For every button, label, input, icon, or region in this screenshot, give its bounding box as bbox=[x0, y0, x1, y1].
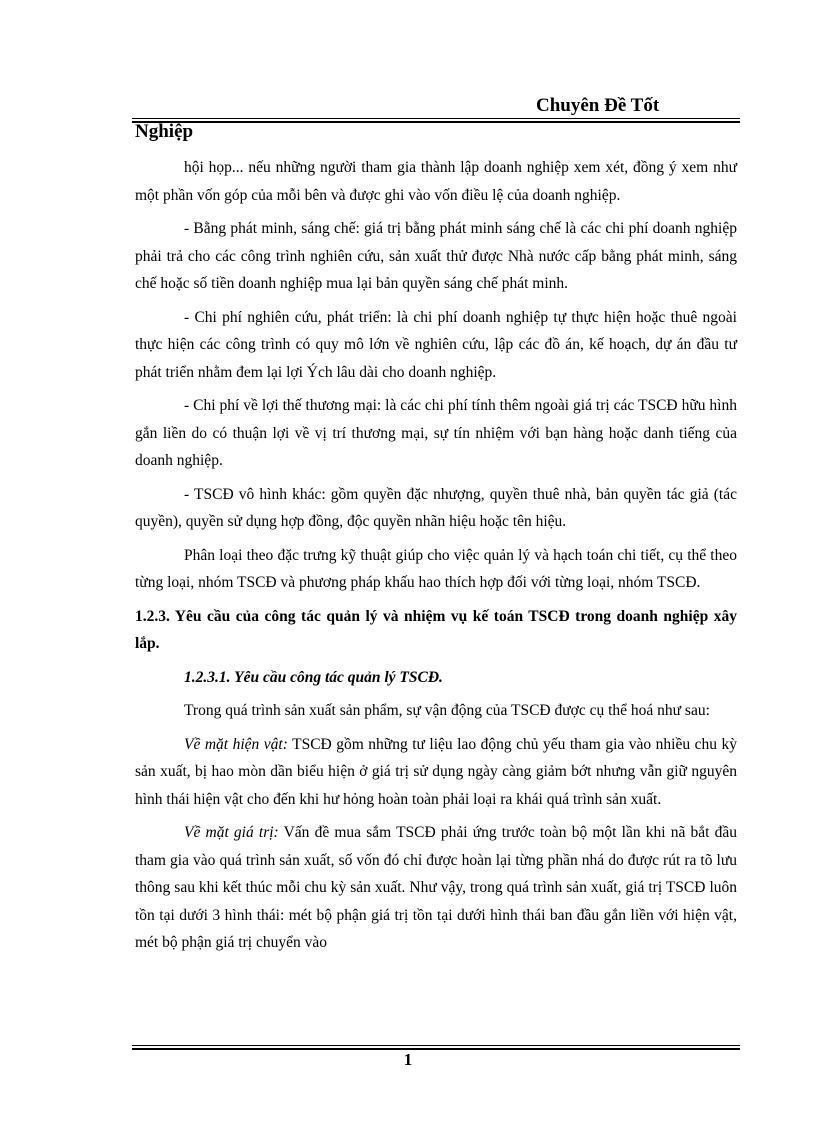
subsection-heading: 1.2.3.1. Yêu cầu công tác quản lý TSCĐ. bbox=[184, 668, 443, 686]
italic-lead: Về mặt hiện vật: bbox=[184, 735, 288, 753]
paragraph-text: Vấn đề mua sắm TSCĐ phải ứng trước toàn bộ một lần khi nã bắt đầu tham gia vào quá trình sản xuất, số vốn đó chỉ được hoàn lại từng phần nhá do được rút ra tõ lưu thông sau khi kết thúc mỗi chu kỳ sản xuất. Như vậy, trong quá trình sản xuất, giá trị TSCĐ luôn tồn tại dưới 3 hình thái: mét bộ phận giá trị tồn tại dưới hình thái ban đầu gắn liền với hiện vật, mét bộ phận giá trị chuyển vào bbox=[135, 824, 737, 951]
section-heading: 1.2.3. Yêu cầu của công tác quản lý và nhiệm vụ kế toán TSCĐ trong doanh nghiệp xây lắp. bbox=[135, 607, 737, 652]
paragraph: - TSCĐ vô hình khác: gồm quyền đặc nhượng, quyền thuê nhà, bản quyền tác giả (tác quyền), quyền sử dụng hợp đồng, độc quyền nhãn hiệu hoặc tên hiệu. bbox=[135, 485, 737, 530]
paragraph: - Chi phí về lợi thế thương mại: là các chi phí tính thêm ngoài giá trị các TSCĐ hữu hình gắn liền do có thuận lợi về vị trí thương mại, sự tín nhiệm với bạn hàng hoặc danh tiếng của doanh nghiệp. bbox=[135, 397, 737, 469]
paragraph bbox=[135, 731, 737, 814]
paragraph bbox=[135, 819, 737, 957]
italic-lead: Về mặt giá trị: bbox=[184, 824, 279, 841]
paragraph: - Bằng phát minh, sáng chế: giá trị bằng phát minh sáng chế là các chi phí doanh nghiệp phải trả cho các công trình nghiên cứu, sản xuất thử được Nhà nước cấp bằng phát minh, sáng chế hoặc số tiền doanh nghiệp mua lại bản quyền sáng chế phát minh. bbox=[135, 220, 737, 292]
paragraph: Phân loại theo đặc trưng kỹ thuật giúp cho việc quản lý và hạch toán chi tiết, cụ thể theo từng loại, nhóm TSCĐ và phương pháp khấu hao thích hợp đối với từng loại, nhóm TSCĐ. bbox=[135, 546, 737, 591]
paragraph: hội họp... nếu những người tham gia thành lập doanh nghiệp xem xét, đồng ý xem như một phần vốn góp của mỗi bên và được ghi vào vốn điều lệ của doanh nghiệp. bbox=[135, 159, 737, 204]
paragraph-text: TSCĐ gồm những tư liệu lao động chủ yếu tham gia vào nhiều chu kỳ sản xuất, bị hao mòn dần biểu hiện ở giá trị sử dụng ngày càng giảm bớt nhưng vẫn giữ nguyên hình thái hiện vật cho đến khi hư hỏng hoàn toàn phải loại ra khái quá trình sản xuất. bbox=[135, 735, 737, 808]
header-rule-thick bbox=[132, 121, 740, 123]
header-rule-thin bbox=[132, 118, 740, 119]
page-header-title-continued: Nghiệp bbox=[135, 121, 194, 142]
page-header-title: Chuyên Đề Tốt bbox=[536, 95, 660, 116]
paragraph: - Chi phí nghiên cứu, phát triển: là chi phí doanh nghiệp tự thực hiện hoặc thuê ngoài thực hiện các công trình có quy mô lớn về nghiên cứu, lập các đồ án, kế hoạch, dự án đầu tư phát triển nhằm đem lại lợi Ých lâu dài cho doanh nghiệp. bbox=[135, 308, 737, 381]
document-body bbox=[135, 154, 737, 963]
paragraph: Trong quá trình sản xuất sản phẩm, sự vận động của TSCĐ được cụ thể hoá như sau: bbox=[184, 702, 710, 719]
footer-rule-thin bbox=[132, 1045, 740, 1046]
page-number: 1 bbox=[403, 1050, 413, 1069]
